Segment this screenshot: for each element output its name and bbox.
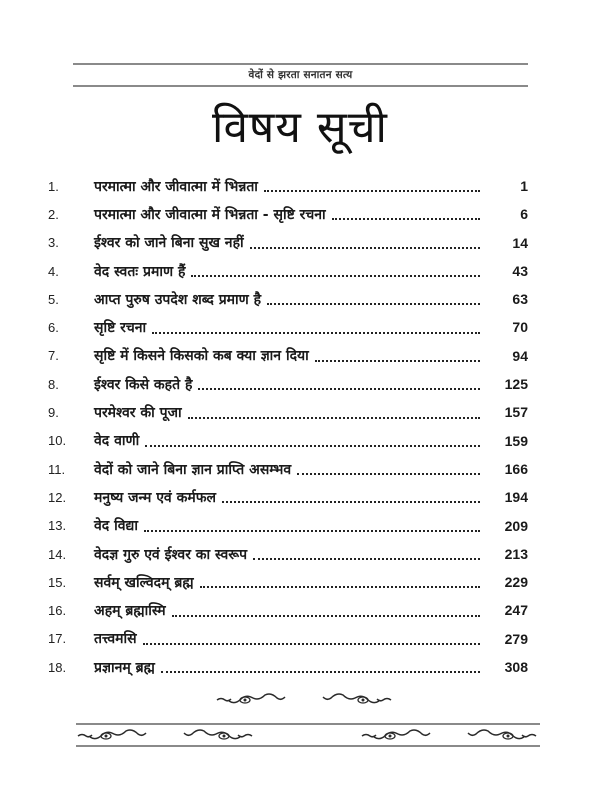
toc-entry-title: वेद स्वतः प्रमाण हैं xyxy=(94,262,191,281)
toc-entry-number: 6. xyxy=(48,320,59,336)
dot-leader xyxy=(264,176,480,192)
toc-entry-page: 14 xyxy=(512,234,528,251)
toc-entry-page: 63 xyxy=(512,291,528,308)
toc-entry-number: 17. xyxy=(48,631,67,647)
dot-leader xyxy=(161,657,480,673)
toc-entry[interactable] xyxy=(48,540,532,568)
page-title: विषय सूची xyxy=(212,102,388,153)
toc-entry[interactable] xyxy=(48,568,532,596)
toc-entry-number: 8. xyxy=(48,376,59,392)
dot-leader xyxy=(315,346,480,362)
toc-entry-page: 308 xyxy=(504,659,528,676)
toc-entry-number: 18. xyxy=(48,659,67,675)
toc-entry-number: 14. xyxy=(48,546,67,562)
toc-entry-page: 6 xyxy=(520,206,528,223)
toc-entry-title: प्रज्ञानम् ब्रह्म xyxy=(94,658,161,677)
dot-leader xyxy=(297,459,480,475)
toc-entry-page: 247 xyxy=(504,602,528,619)
dot-leader xyxy=(191,261,480,277)
toc-entry-number: 15. xyxy=(48,574,67,590)
toc-entry[interactable] xyxy=(48,625,532,653)
toc-entry-page: 209 xyxy=(504,517,528,534)
toc-entry-title: आप्त पुरुष उपदेश शब्द प्रमाण है xyxy=(94,290,267,309)
header-top-rule xyxy=(73,63,528,65)
toc-entry[interactable] xyxy=(48,427,532,455)
toc-entry-page: 1 xyxy=(520,178,528,194)
toc-entry-page: 213 xyxy=(504,545,528,562)
toc-entry-title: ईश्वर को जाने बिना सुख नहीं xyxy=(94,233,250,252)
toc-entry-number: 5. xyxy=(48,291,59,307)
toc-entry-title: वेदज्ञ गुरु एवं ईश्वर का स्वरूप xyxy=(94,545,253,564)
toc-entry-title: तत्त्वमसि xyxy=(94,629,143,648)
dot-leader xyxy=(250,233,480,249)
toc-entry-page: 159 xyxy=(504,432,528,449)
footer-right-flourish xyxy=(360,727,538,743)
vine-flourish-icon xyxy=(215,691,299,707)
footer-bottom-rule xyxy=(76,745,540,747)
vine-flourish-icon xyxy=(76,727,160,743)
toc-entry[interactable] xyxy=(48,512,532,540)
toc-entry-number: 12. xyxy=(48,489,67,505)
footer-left-flourish xyxy=(76,727,254,743)
dot-leader xyxy=(188,403,480,419)
running-head: वेदों से झरता सनातन सत्य xyxy=(248,69,353,81)
toc-entry-title: अहम् ब्रह्मास्मि xyxy=(94,601,172,620)
dot-leader xyxy=(253,544,480,560)
toc-entry-title: परमात्मा और जीवात्मा में भिन्नता xyxy=(94,177,264,196)
toc-entry[interactable] xyxy=(48,653,532,681)
toc-entry-number: 11. xyxy=(48,461,66,477)
toc-entry-page: 157 xyxy=(504,404,528,421)
toc-entry-number: 10. xyxy=(48,433,67,449)
toc-entry-number: 2. xyxy=(48,206,59,222)
dot-leader xyxy=(332,204,480,220)
toc-entry[interactable] xyxy=(48,200,532,228)
toc-entry[interactable] xyxy=(48,313,532,341)
toc-entry[interactable] xyxy=(48,342,532,370)
toc-entry-number: 13. xyxy=(48,518,67,534)
vine-flourish-icon xyxy=(360,727,444,743)
dot-leader xyxy=(145,431,480,447)
toc-entry[interactable] xyxy=(48,398,532,426)
toc-entry[interactable] xyxy=(48,370,532,398)
toc-entry-page: 279 xyxy=(504,630,528,647)
center-flourish-ornament xyxy=(215,691,393,707)
toc-entry-title: सृष्टि रचना xyxy=(94,318,152,337)
toc-entry[interactable] xyxy=(48,172,532,200)
toc-entry-page: 125 xyxy=(504,376,528,393)
toc-entry-title: वेदों को जाने बिना ज्ञान प्राप्ति असम्भव xyxy=(94,460,297,479)
toc-entry[interactable] xyxy=(48,483,532,511)
toc-entry-title: वेद विद्या xyxy=(94,516,144,535)
toc-entry-page: 166 xyxy=(504,460,528,477)
vine-flourish-icon xyxy=(454,727,538,743)
toc-entry-number: 1. xyxy=(48,178,59,194)
toc-entry[interactable] xyxy=(48,285,532,313)
dot-leader xyxy=(143,629,480,645)
toc-entry-number: 4. xyxy=(48,263,59,279)
toc-entry-number: 3. xyxy=(48,235,59,251)
dot-leader xyxy=(172,601,480,617)
dot-leader xyxy=(222,487,480,503)
dot-leader xyxy=(198,374,480,390)
toc-entry-title: सृष्टि में किसने किसको कब क्या ज्ञान दिया xyxy=(94,346,315,365)
footer-top-rule xyxy=(76,723,540,725)
toc-entry-page: 70 xyxy=(512,319,528,336)
toc-entry-title: वेद वाणी xyxy=(94,431,145,450)
toc-entry-title: सर्वम् खल्विदम् ब्रह्म xyxy=(94,573,200,592)
toc-entry[interactable] xyxy=(48,455,532,483)
toc-entry-title: मनुष्य जन्म एवं कर्मफल xyxy=(94,488,222,507)
header-bottom-rule xyxy=(73,85,528,87)
vine-flourish-icon xyxy=(170,727,254,743)
dot-leader xyxy=(267,289,480,305)
toc-entry-number: 16. xyxy=(48,603,67,619)
dot-leader xyxy=(200,572,480,588)
vine-flourish-icon xyxy=(309,691,393,707)
dot-leader xyxy=(144,516,480,532)
toc-entry-page: 43 xyxy=(512,262,528,279)
toc-entry-page: 94 xyxy=(512,347,528,364)
toc-entry[interactable] xyxy=(48,257,532,285)
toc-entry[interactable] xyxy=(48,596,532,624)
table-of-contents xyxy=(48,172,532,681)
toc-entry-title: परमात्मा और जीवात्मा में भिन्नता - सृष्टि रचना xyxy=(94,205,332,224)
toc-entry-number: 7. xyxy=(48,348,59,364)
toc-entry-page: 194 xyxy=(504,489,528,506)
toc-entry-number: 9. xyxy=(48,405,59,421)
toc-entry-page: 229 xyxy=(504,574,528,591)
toc-entry-title: परमेश्वर की पूजा xyxy=(94,403,188,422)
toc-entry-title: ईश्वर किसे कहते है xyxy=(94,375,198,394)
toc-entry[interactable] xyxy=(48,229,532,257)
dot-leader xyxy=(152,318,480,334)
